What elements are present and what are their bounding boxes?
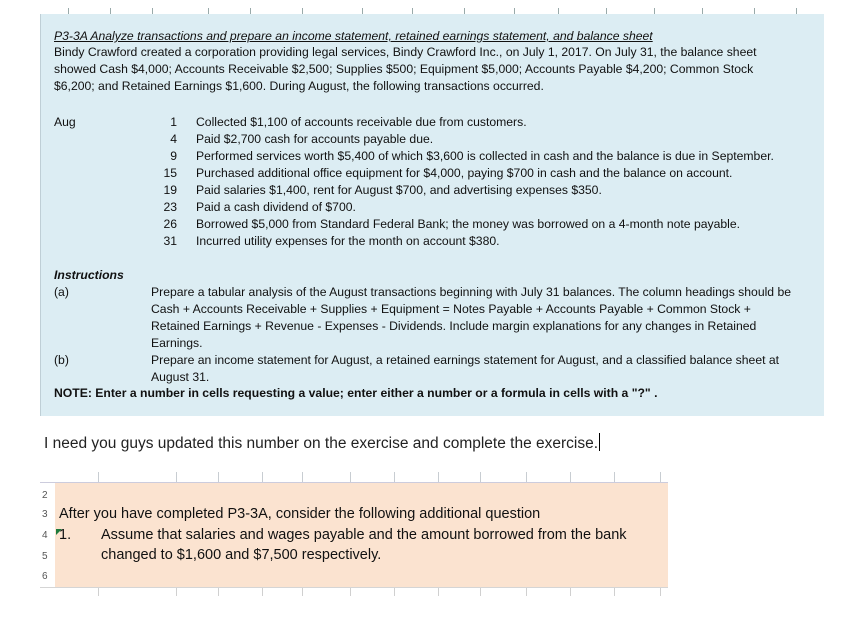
part-b-label: (b)	[54, 353, 69, 367]
transaction-day: 31	[163, 234, 177, 248]
row-number: 6	[42, 571, 48, 582]
row-number: 4	[42, 530, 48, 541]
part-b-text: Prepare an income statement for August, a retained earnings statement for August, and a classified balance sheet at August 31.	[151, 353, 780, 384]
part-a-label: (a)	[54, 285, 69, 299]
panel-left-border	[40, 14, 41, 416]
additional-item-line-1: Assume that salaries and wages payable and the amount borrowed from the bank	[101, 527, 627, 543]
column-header-strip	[40, 0, 824, 14]
user-message[interactable]	[44, 433, 600, 455]
transaction-text: Paid a cash dividend of $700.	[196, 200, 356, 214]
additional-item-line-2: changed to $1,600 and $7,500 respectively.	[101, 547, 382, 563]
instructions-heading: Instructions	[54, 268, 124, 282]
transaction-day: 1	[170, 115, 177, 129]
transaction-day: 19	[163, 183, 177, 197]
transaction-day: 23	[163, 200, 177, 214]
transaction-text: Purchased additional office equipment for $4,000, paying $700 in cash and the balance on account.	[196, 166, 733, 180]
transaction-text: Collected $1,100 of accounts receivable due from customers.	[196, 115, 527, 129]
transaction-text: Incurred utility expenses for the month on account $380.	[196, 234, 500, 248]
transaction-text: Performed services worth $5,400 of which $3,600 is collected in cash and the balance is due in September.	[196, 149, 774, 163]
transaction-day: 15	[163, 166, 177, 180]
column-header-strip-2	[40, 466, 668, 483]
transaction-text: Paid salaries $1,400, rent for August $700, and advertising expenses $350.	[196, 183, 602, 197]
additional-item-number: 1.	[59, 527, 72, 543]
part-a-text: Prepare a tabular analysis of the August transactions beginning with July 31 balances. The column headings should be Cash + Accounts Receivable + Supplies + Equipment = Notes Payable + Accounts Payable + Common Stock + Retained Earnings + Revenue - Expenses - Dividends. Include margin explanations for any changes in Retained Earnings.	[151, 285, 792, 350]
transaction-day: 4	[170, 132, 177, 146]
transaction-day: 26	[163, 217, 177, 231]
additional-heading: After you have completed P3-3A, consider the following additional question	[59, 506, 541, 522]
sheet-bottom-border	[40, 587, 668, 588]
transaction-text: Paid $2,700 cash for accounts payable due.	[196, 132, 434, 146]
transaction-day: 9	[170, 149, 177, 163]
user-message-text: I need you guys updated this number on the exercise and complete the exercise.	[44, 435, 599, 452]
row-number: 3	[42, 509, 48, 520]
problem-title: P3-3A Analyze transactions and prepare an income statement, retained earnings statement, and balance sheet	[54, 29, 653, 43]
text-caret	[599, 433, 600, 451]
transaction-text: Borrowed $5,000 from Standard Federal Bank; the money was borrowed on a 4-month note payable.	[196, 217, 741, 231]
row-number: 2	[42, 490, 48, 501]
problem-intro: Bindy Crawford created a corporation providing legal services, Bindy Crawford Inc., on July 1, 2017. On July 31, the balance sheet showed Cash $4,000; Accounts Receivable $2,500; Supplies $500; Equipment $5,000; Accounts Payable $4,200; Common Stock $6,200; and Retained Earnings $1,600. During August, the following transactions occurred.	[54, 45, 757, 93]
month-label: Aug	[54, 115, 76, 129]
note-text: NOTE: Enter a number in cells requesting a value; enter either a number or a formula in cells with a "?" .	[54, 386, 658, 400]
row-number: 5	[42, 551, 48, 562]
